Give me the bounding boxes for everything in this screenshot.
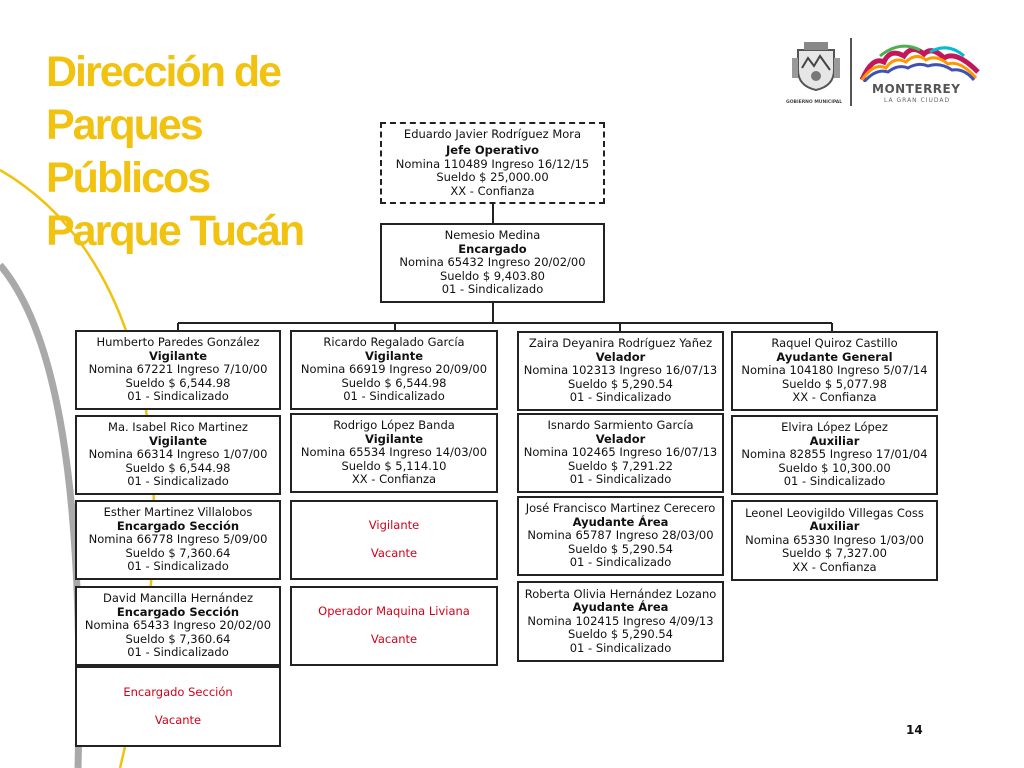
employee-salary: Sueldo $ 6,544.98 xyxy=(125,375,231,390)
employee-nomina: Nomina 66778 Ingreso 5/09/00 xyxy=(88,532,268,547)
employee-salary: Sueldo $ 6,544.98 xyxy=(125,460,231,475)
employee-role: Vigilante xyxy=(365,348,423,363)
employee-name: Ma. Isabel Rico Martinez xyxy=(108,420,248,435)
org-box-employee xyxy=(517,331,724,411)
employee-nomina: Nomina 82855 Ingreso 17/01/04 xyxy=(741,447,928,462)
employee-nomina: Nomina 104180 Ingreso 5/07/14 xyxy=(741,363,928,378)
city-name: MONTERREY xyxy=(872,82,961,96)
org-box-employee xyxy=(75,415,281,495)
employee-name: Nemesio Medina xyxy=(444,228,541,243)
employee-name: Raquel Quiroz Castillo xyxy=(771,336,898,351)
org-box-employee xyxy=(75,586,281,666)
employee-salary: Sueldo $ 7,327.00 xyxy=(781,546,888,561)
employee-role: Auxiliar xyxy=(809,433,860,448)
employee-type: 01 - Sindicalizado xyxy=(569,472,672,487)
org-box-employee xyxy=(75,330,281,410)
employee-role: Ayudante Área xyxy=(572,514,669,529)
logo-divider xyxy=(850,38,852,106)
employee-name: Elvira López López xyxy=(781,420,888,435)
employee-name: Zaira Deyanira Rodríguez Yañez xyxy=(528,336,713,351)
title-line: Parques xyxy=(46,101,202,149)
employee-type: XX - Confianza xyxy=(792,559,877,574)
employee-role: Vigilante xyxy=(149,348,207,363)
monterrey-logo xyxy=(784,38,984,110)
title-line: Dirección de xyxy=(46,48,281,96)
employee-type: 01 - Sindicalizado xyxy=(127,559,229,574)
employee-nomina: Nomina 102465 Ingreso 16/07/13 xyxy=(523,445,718,460)
employee-role: Jefe Operativo xyxy=(446,143,539,158)
employee-salary: Sueldo $ 5,077.98 xyxy=(781,376,888,391)
org-box-employee xyxy=(731,415,938,495)
gray-arc xyxy=(0,265,79,768)
employee-name: José Francisco Martinez Cerecero xyxy=(525,501,716,516)
employee-type: 01 - Sindicalizado xyxy=(343,389,445,404)
title-line: Públicos xyxy=(46,154,210,202)
employee-type: 01 - Sindicalizado xyxy=(441,282,544,297)
employee-salary: Sueldo $ 5,114.10 xyxy=(341,458,447,473)
employee-type: 01 - Sindicalizado xyxy=(127,474,229,489)
employee-type: XX - Confianza xyxy=(351,472,437,487)
employee-role: Ayudante Área xyxy=(572,600,669,615)
vacant-role: Operador Maquina Liviana xyxy=(318,604,470,619)
employee-nomina: Nomina 65330 Ingreso 1/03/00 xyxy=(745,532,924,547)
employee-salary: Sueldo $ 7,360.64 xyxy=(125,631,231,646)
employee-nomina: Nomina 65432 Ingreso 20/02/00 xyxy=(399,255,586,270)
employee-type: 01 - Sindicalizado xyxy=(569,640,672,655)
employee-name: Esther Martinez Villalobos xyxy=(103,505,253,520)
vacant-label: Vacante xyxy=(154,712,202,727)
employee-role: Encargado xyxy=(458,241,527,256)
org-box-vacant xyxy=(290,500,498,580)
employee-role: Velador xyxy=(595,349,646,364)
title-line: Parque Tucán xyxy=(46,207,304,255)
org-box-employee xyxy=(290,330,498,410)
employee-salary: Sueldo $ 6,544.98 xyxy=(341,375,447,390)
employee-salary: Sueldo $ 5,290.54 xyxy=(567,376,674,391)
employee-name: Isnardo Sarmiento García xyxy=(547,418,694,433)
org-box-chief xyxy=(380,122,605,204)
employee-salary: Sueldo $ 7,291.22 xyxy=(567,458,674,473)
org-box-employee xyxy=(290,413,498,493)
employee-salary: Sueldo $ 9,403.80 xyxy=(439,268,546,283)
vacant-label: Vacante xyxy=(370,632,418,646)
org-box-employee xyxy=(517,581,724,662)
employee-name: Leonel Leovigildo Villegas Coss xyxy=(745,505,924,520)
employee-role: Vigilante xyxy=(149,433,207,448)
municipal-caption: GOBIERNO MUNICIPAL xyxy=(786,100,843,105)
org-box-vacant xyxy=(290,586,498,666)
employee-role: Velador xyxy=(595,431,646,446)
employee-name: Ricardo Regalado García xyxy=(323,335,465,350)
employee-role: Vigilante xyxy=(365,431,423,446)
employee-type: 01 - Sindicalizado xyxy=(569,555,672,570)
org-box-employee xyxy=(75,500,281,580)
employee-type: 01 - Sindicalizado xyxy=(127,389,229,404)
employee-type: XX - Confianza xyxy=(792,390,877,405)
employee-name: Roberta Olivia Hernández Lozano xyxy=(524,586,717,601)
org-box-manager xyxy=(380,223,605,303)
employee-name: Eduardo Javier Rodríguez Mora xyxy=(403,126,582,141)
employee-nomina: Nomina 65534 Ingreso 14/03/00 xyxy=(300,445,488,460)
vacant-label: Vacante xyxy=(370,546,418,560)
employee-name: Rodrigo López Banda xyxy=(333,418,455,433)
vacant-role: Encargado Sección xyxy=(123,684,233,699)
org-box-employee xyxy=(517,496,724,576)
city-tagline: LA GRAN CIUDAD xyxy=(884,97,951,104)
employee-name: Humberto Paredes González xyxy=(96,335,260,350)
org-box-employee xyxy=(731,331,938,411)
employee-nomina: Nomina 67221 Ingreso 7/10/00 xyxy=(88,362,268,377)
org-box-employee xyxy=(731,500,938,581)
employee-type: 01 - Sindicalizado xyxy=(127,645,229,660)
org-box-employee xyxy=(517,413,724,493)
employee-nomina: Nomina 102415 Ingreso 4/09/13 xyxy=(527,613,714,628)
employee-salary: Sueldo $ 5,290.54 xyxy=(567,627,674,642)
employee-nomina: Nomina 66314 Ingreso 1/07/00 xyxy=(88,447,268,462)
employee-name: David Mancilla Hernández xyxy=(102,591,253,606)
page-number: 14 xyxy=(906,723,923,737)
employee-nomina: Nomina 66919 Ingreso 20/09/00 xyxy=(300,362,488,377)
employee-type: XX - Confianza xyxy=(450,183,535,198)
employee-nomina: Nomina 102313 Ingreso 16/07/13 xyxy=(523,363,718,378)
employee-nomina: Nomina 65433 Ingreso 20/02/00 xyxy=(84,618,272,633)
vacant-role: Vigilante xyxy=(368,518,420,533)
employee-nomina: Nomina 65787 Ingreso 28/03/00 xyxy=(527,528,714,543)
employee-salary: Sueldo $ 25,000.00 xyxy=(436,170,549,185)
page-title xyxy=(46,46,346,258)
employee-salary: Sueldo $ 7,360.64 xyxy=(125,545,231,560)
coat-of-arms-icon xyxy=(792,40,840,92)
employee-type: 01 - Sindicalizado xyxy=(569,390,672,405)
employee-nomina: Nomina 110489 Ingreso 16/12/15 xyxy=(395,156,590,171)
employee-type: 01 - Sindicalizado xyxy=(783,474,886,489)
mountain-logo-icon xyxy=(860,42,980,82)
employee-role: Auxiliar xyxy=(809,519,860,534)
employee-role: Ayudante General xyxy=(776,349,893,364)
org-box-vacant xyxy=(75,666,281,747)
employee-role: Encargado Sección xyxy=(116,604,240,619)
employee-salary: Sueldo $ 5,290.54 xyxy=(567,541,674,556)
employee-role: Encargado Sección xyxy=(116,518,240,533)
employee-salary: Sueldo $ 10,300.00 xyxy=(778,460,891,475)
